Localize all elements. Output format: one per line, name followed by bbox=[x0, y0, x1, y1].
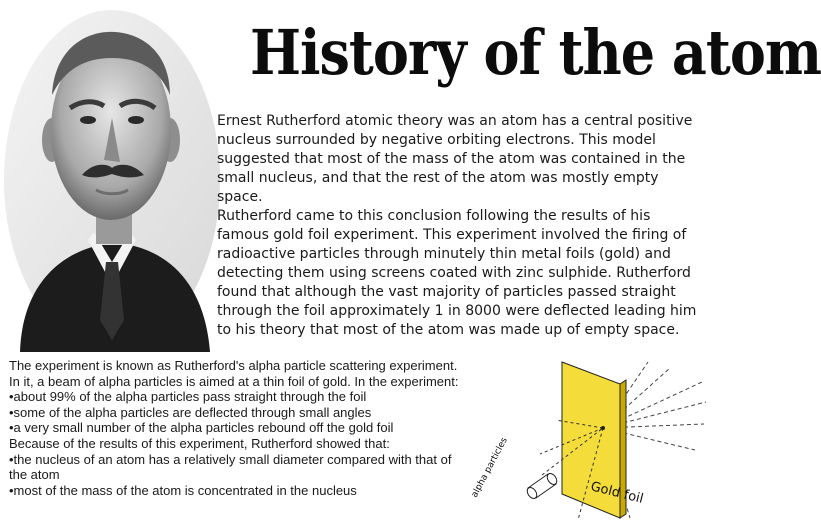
gold-foil-diagram bbox=[470, 350, 708, 526]
experiment-line: Because of the results of this experiment, Rutherford showed that: bbox=[9, 435, 390, 451]
bio-line: famous gold foil experiment. This experiment involved the firing of bbox=[217, 227, 687, 243]
bio-line: radioactive particles through minutely thin metal foils (gold) and bbox=[217, 246, 671, 262]
bio-line: detecting them using screens coated with zinc sulphide. Rutherford bbox=[217, 265, 691, 281]
bio-line: Ernest Rutherford atomic theory was an atom has a central positive bbox=[217, 113, 693, 129]
experiment-bullet: •about 99% of the alpha particles pass straight through the foil bbox=[9, 389, 367, 405]
bio-line: through the foil approximately 1 in 8000 were deflected leading him bbox=[217, 303, 697, 319]
alpha-source-icon bbox=[525, 472, 558, 500]
experiment-description bbox=[9, 358, 499, 498]
experiment-line: In it, a beam of alpha particles is aimed at a thin foil of gold. In the experiment: bbox=[9, 373, 459, 389]
bio-paragraph bbox=[217, 112, 703, 340]
experiment-line: the atom bbox=[9, 467, 60, 483]
bio-line: Rutherford came to this conclusion following the results of his bbox=[217, 208, 651, 224]
experiment-bullet: •some of the alpha particles are deflected through small angles bbox=[9, 404, 372, 420]
page-title: History of the atom bbox=[250, 15, 821, 89]
bio-line: suggested that most of the mass of the atom was contained in the bbox=[217, 151, 686, 167]
experiment-bullet: •a very small number of the alpha particles rebound off the gold foil bbox=[9, 420, 394, 436]
gold-foil-label: Gold foil bbox=[589, 479, 645, 507]
bio-line: found that although the vast majority of particles passed straight bbox=[217, 284, 676, 300]
bio-line: nucleus surrounded by negative orbiting electrons. This model bbox=[217, 132, 656, 148]
experiment-line: The experiment is known as Rutherford's alpha particle scattering experiment. bbox=[9, 358, 458, 373]
bio-line: small nucleus, and that the rest of the atom was mostly empty space. bbox=[217, 170, 659, 205]
alpha-particles-label: alpha particles bbox=[469, 436, 510, 500]
experiment-bullet: •the nucleus of an atom has a relatively small diameter compared with that of bbox=[9, 451, 452, 467]
experiment-bullet: •most of the mass of the atom is concentrated in the nucleus bbox=[9, 482, 357, 498]
rutherford-portrait bbox=[0, 0, 222, 352]
bio-line: to his theory that most of the atom was made up of empty space. bbox=[217, 322, 680, 338]
